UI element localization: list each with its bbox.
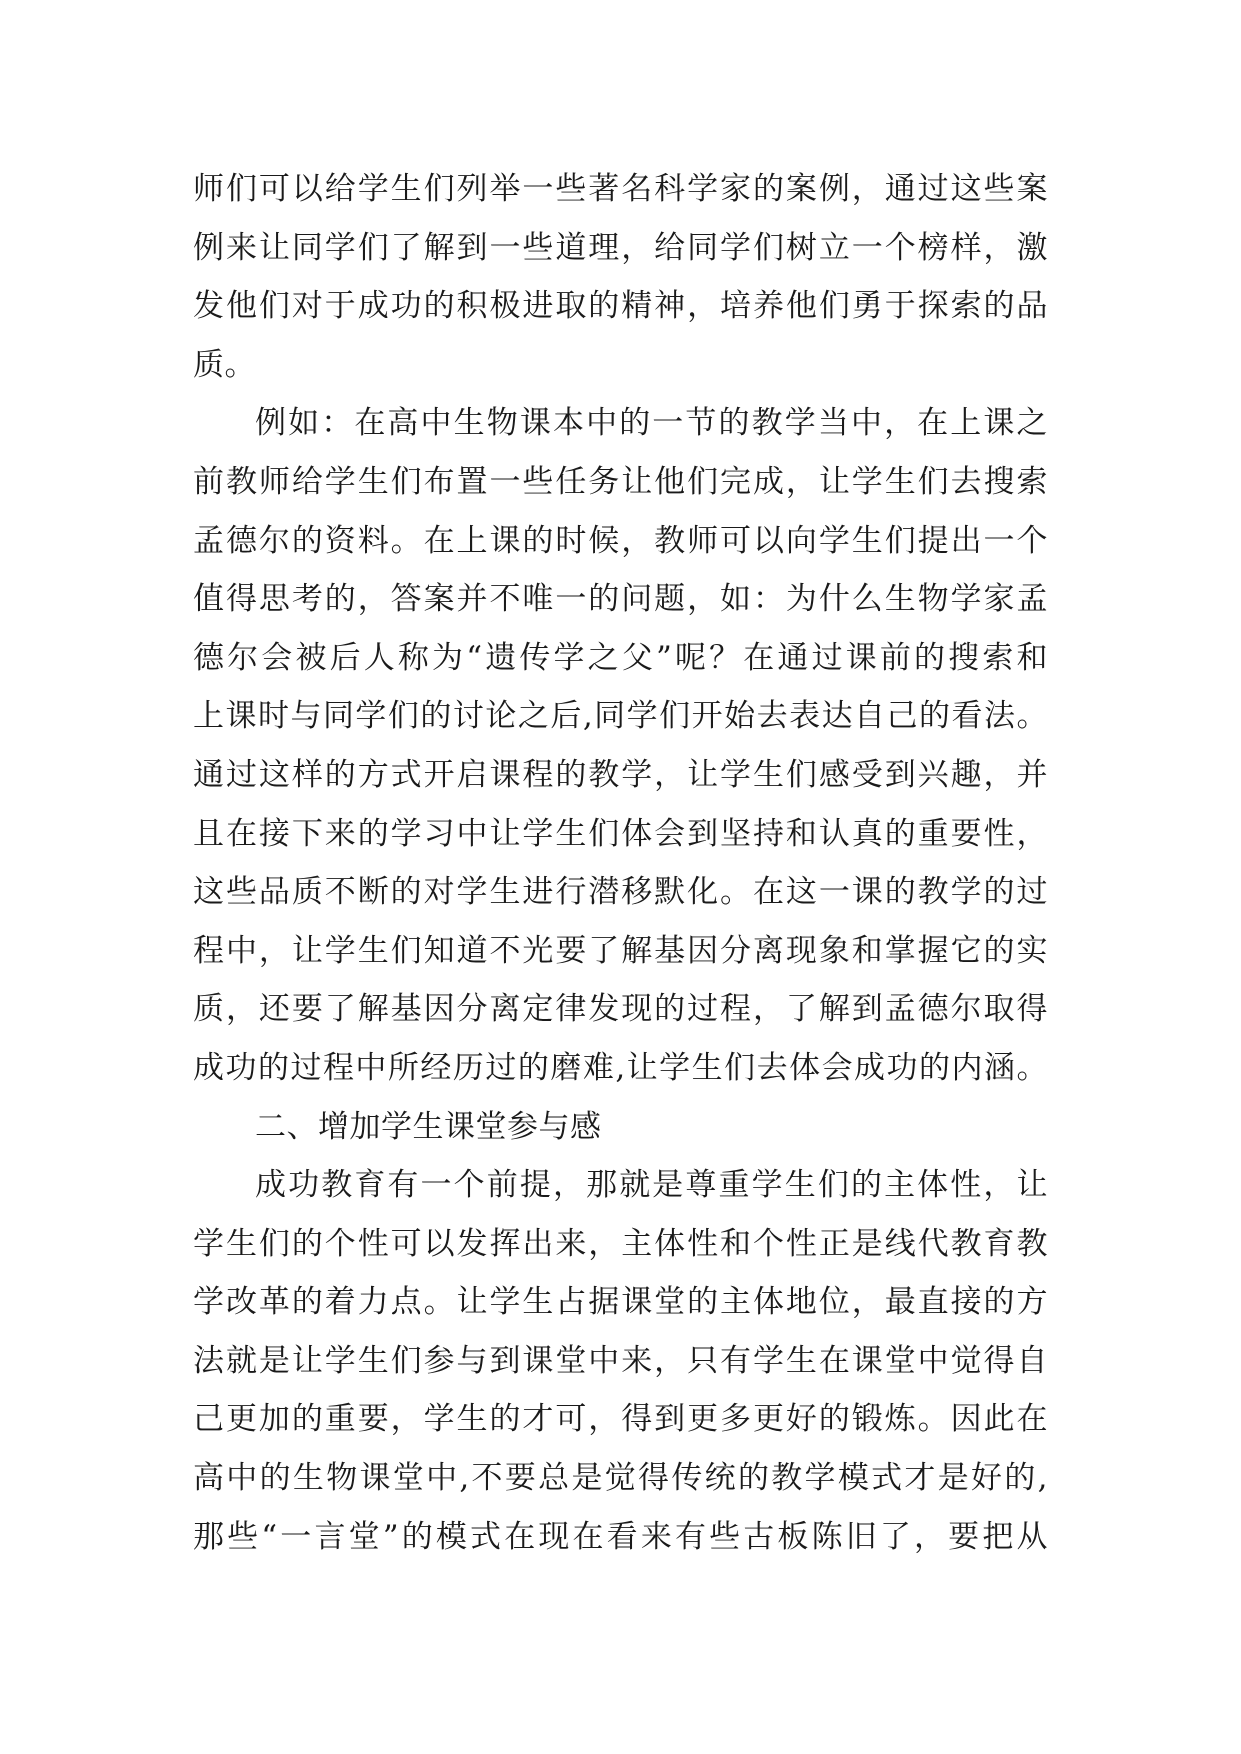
text-line: 上课时与同学们的讨论之后,同学们开始去表达自己的看法。: [193, 698, 1048, 735]
text-line: 师们可以给学生们列举一些著名科学家的案例，通过这些案: [193, 171, 1048, 207]
text-line: 例如：在高中生物课本中的一节的教学当中，在上课之: [255, 405, 1048, 442]
text-line: 学生们的个性可以发挥出来，主体性和个性正是线代教育教: [193, 1225, 1048, 1262]
text-line: 前教师给学生们布置一些任务让他们完成，让学生们去搜索: [193, 463, 1048, 500]
text-line: 学改革的着力点。让学生占据课堂的主体地位，最直接的方: [193, 1284, 1048, 1321]
text-line: 成功的过程中所经历过的磨难,让学生们去体会成功的内涵。: [193, 1049, 1048, 1086]
text-line: 且在接下来的学习中让学生们体会到坚持和认真的重要性，: [193, 815, 1048, 852]
text-line: 值得思考的，答案并不唯一的问题，如：为什么生物学家孟: [193, 581, 1048, 618]
text-line: 质，还要了解基因分离定律发现的过程，了解到孟德尔取得: [193, 991, 1048, 1028]
text-line: 成功教育有一个前提，那就是尊重学生们的主体性，让: [255, 1167, 1048, 1204]
text-line: 例来让同学们了解到一些道理，给同学们树立一个榜样，激: [193, 229, 1048, 266]
text-line: 程中，让学生们知道不光要了解基因分离现象和掌握它的实: [193, 932, 1048, 969]
text-line: 法就是让学生们参与到课堂中来，只有学生在课堂中觉得自: [193, 1342, 1048, 1379]
text-line: 质。: [193, 346, 256, 383]
text-line: 己更加的重要，学生的才可，得到更多更好的锻炼。因此在: [193, 1401, 1048, 1438]
body-text: [193, 160, 1048, 1566]
text-line: 通过这样的方式开启课程的教学，让学生们感受到兴趣，并: [193, 756, 1048, 793]
text-line: 那些“一言堂”的模式在现在看来有些古板陈旧了，要把从: [193, 1518, 1048, 1555]
text-line: 德尔会被后人称为“遗传学之父”呢？在通过课前的搜索和: [193, 639, 1048, 676]
text-line: 发他们对于成功的积极进取的精神，培养他们勇于探索的品: [193, 288, 1048, 325]
text-line: 高中的生物课堂中,不要总是觉得传统的教学模式才是好的,: [193, 1460, 1048, 1497]
text-line: 孟德尔的资料。在上课的时候，教师可以向学生们提出一个: [193, 522, 1048, 559]
text-line: 二、增加学生课堂参与感: [255, 1108, 602, 1145]
text-line: 这些品质不断的对学生进行潜移默化。在这一课的教学的过: [193, 874, 1048, 911]
